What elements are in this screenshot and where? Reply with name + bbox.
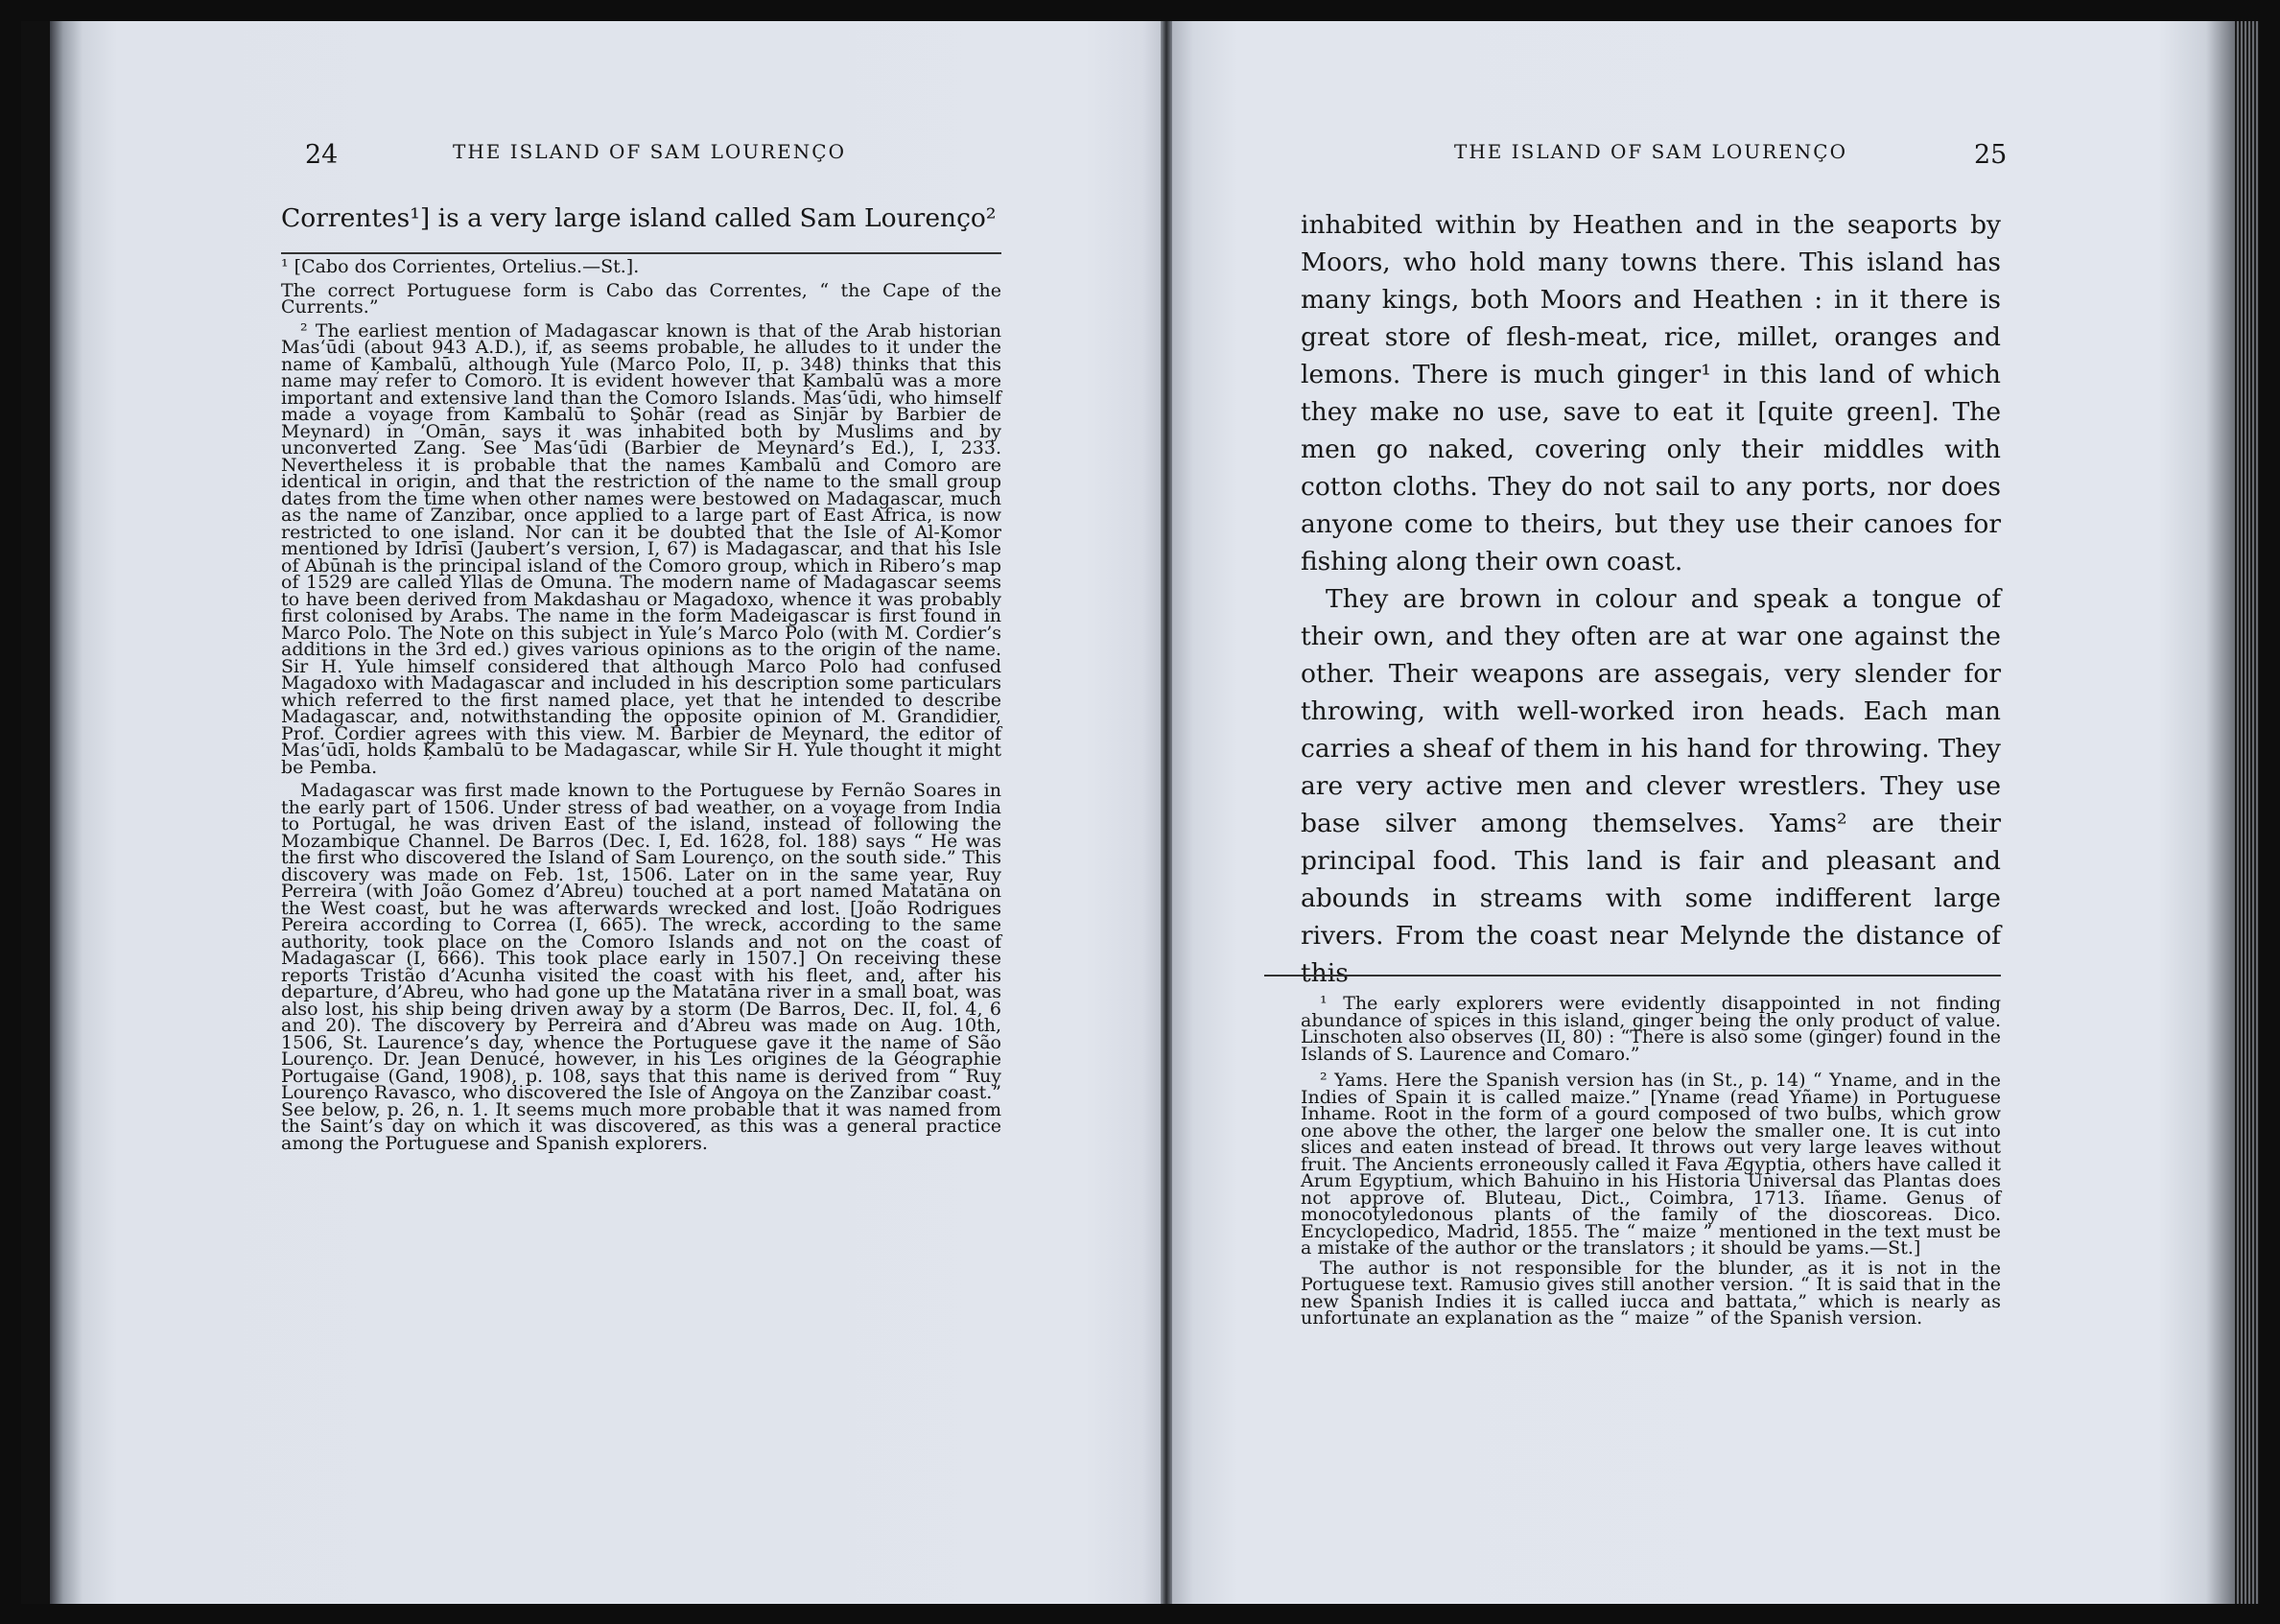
footnote-ginger: ¹ The early explorers were evidently disappointed in not finding abundance of spices in this island, ginger being the only product of value. Linschoten also observes (II, 80) : “There is also some (ginger) found in the Islands of S. Laurence and Comaro.”	[1301, 993, 2001, 1065]
footnote-1: ¹ [Cabo dos Corrientes, Ortelius.—St.].	[281, 256, 640, 277]
left-page-number: 24	[305, 140, 339, 170]
left-footnotes	[281, 256, 1001, 1159]
footnote-yams-continued: The author is not responsible for the blunder, as it is not in the Portuguese text. Ramusio gives still another version. “ It is said that in the new Spanish Indies it is called iucca and battata,” which is nearly as unfortunate an explanation as the “ maize ” of the Spanish version.	[1301, 1257, 2001, 1329]
left-running-head: THE ISLAND OF SAM LOURENÇO	[453, 140, 846, 163]
left-top-line: Correntes¹] is a very large island called Sam Lourenço²	[281, 203, 997, 233]
footnote-2: ² The earliest mention of Madagascar known is that of the Arab historian Mas‘ūdi (about 943 A.D.), if, as seems probable, he alludes to it under the name of Ķambalū, although Yule (Marco Polo, II, p. 348) thinks that this name may refer to Comoro. It is evident however that Ķambalū was a more important and extensive land than the Comoro Islands. Mas‘ūdi, who himself made a voyage from Kambalū to Şohār (read as Sinjār by Barbier de Meynard) in ‘Omān, says it was inhabited both by Muslims and by unconverted Zang. See Mas‘ūdi (Barbier de Meynard’s Ed.), I, 233. Nevertheless it is probable that the names Ķambalū and Comoro are identical in origin, and that the restriction of the name to the small group dates from the time when other names were bestowed on Madagascar, much as the name of Zanzibar, once applied to a large part of East Africa, is now restricted to one island. Nor can it be doubted that the Isle of Al-Ķomor mentioned by Idrīsī (Jaubert’s version, I, 67) is Madagascar, and that his Isle of Abūnah is the principal island of the Comoro group, which in Ribero’s map of 1529 are called Yllas de Omuna. The modern name of Madagascar seems to have been derived from Makdashau or Magadoxo, whence it was probably first colonised by Arabs. The name in the form Madeigascar is first found in Marco Polo. The Note on this subject in Yule’s Marco Polo (with M. Cordier’s additions in the 3rd ed.) gives various opinions as to the origin of the name. Sir H. Yule himself considered that although Marco Polo had confused Magadoxo with Madagascar and included in his description some particulars which referred to the first named place, yet that he intended to describe Madagascar, and, notwithstanding the opposite opinion of M. Grandidier, Prof. Cordier agrees with this view. M. Barbier de Meynard, the editor of Mas‘ūdī, holds Ķambalū to be Madagascar, while Sir H. Yule thought it might be Pemba.	[281, 319, 1001, 778]
page-edges	[2235, 21, 2259, 1604]
footnote-yams: ² Yams. Here the Spanish version has (in St., p. 14) “ Yname, and in the Indies of Spain it is called maize.” [Yname (read Yñame) in Portuguese Inhame. Root in the form of a gourd composed of two bulbs, which grow one above the other, the larger one below the smaller one. It is cut into slices and eaten instead of bread. It throws out very large leaves without fruit. The Ancients erroneously called it Fava Ægyptia, others have called it Arum Egyptium, which Bahuino in his Historia Universal das Plantas does not approve of. Bluteau, Dict., Coimbra, 1713. Iñame. Genus of monocotyledonous plants of the family of the dioscoreas. Dico. Encyclopedico, Madrid, 1855. The “ maize ” mentioned in the text must be a mistake of the author or the translators ; it should be yams.—St.]	[1301, 1070, 2001, 1259]
footnote-1-continued: The correct Portuguese form is Cabo das Correntes, “ the Cape of the Currents.”	[281, 279, 1001, 318]
right-footnote-rule	[1264, 975, 2001, 977]
right-footnotes	[1301, 993, 2001, 1337]
book-gutter	[1161, 21, 1172, 1604]
body-paragraph: inhabited within by Heathen and in the seaports by Moors, who hold many towns there. This island has many kings, both Moors and Heathen : in it there is great store of flesh-meat, rice, millet, oranges and lemons. There is much ginger¹ in this land of which they make no use, save to eat it [quite green]. The men go naked, covering only their middles with cotton cloths. They do not sail to any ports, nor does anyone come to theirs, but they use their canoes for fishing along their own coast.	[1301, 210, 2001, 577]
footnote-2-continued: Madagascar was first made known to the Portuguese by Fernão Soares in the early part of 1506. Under stress of bad weather, on a voyage from India to Portugal, he was driven East of the island, instead of following the Mozambique Channel. De Barros (Dec. I, Ed. 1628, fol. 188) says “ He was the first who discovered the Island of Sam Lourenço, on the south side.” This discovery was made on Feb. 1st, 1506. Later on in the same year, Ruy Perreira (with João Gomez d’Abreu) touched at a port named Matatāna on the West coast, but he was afterwards wrecked and lost. [João Rodrigues Pereira according to Correa (I, 665). The wreck, according to the same authority, took place on the Comoro Islands and not on the coast of Madagascar (I, 666). This took place early in 1507.] On receiving these reports Tristão d’Acunha visited the coast with his fleet, and, after his departure, d’Abreu, who had gone up the Matatāna river in a small boat, was also lost, his ship being driven away by a storm (De Barros, Dec. II, fol. 4, 6 and 20). The discovery by Perreira and d’Abreu was made on Aug. 10th, 1506, St. Laurence’s day, whence the Portuguese gave it the name of São Lourenço. Dr. Jean Denucé, however, in his Les origines de la Géographie Portugaise (Gand, 1908), p. 108, says that this name is derived from “ Ruy Lourenço Ravasco, who discovered the Isle of Angoya on the Zanzibar coast.” See below, p. 26, n. 1. It seems much more probable that it was named from the Saint’s day on which it was discovered, as this was a general practice among the Portuguese and Spanish explorers.	[281, 780, 1001, 1154]
body-paragraph: They are brown in colour and speak a tongue of their own, and they often are at war one against the other. Their weapons are assegais, very slender for throwing, with well-worked iron heads. Each man carries a sheaf of them in his hand for throwing. They are very active men and clever wrestlers. They use base silver among themselves. Yams² are their principal food. This land is fair and pleasant and abounds in streams with some indifferent large rivers. From the coast near Melynde the distance of this	[1301, 584, 2001, 988]
right-page-number: 25	[1974, 140, 2008, 170]
right-running-head: THE ISLAND OF SAM LOURENÇO	[1454, 140, 1847, 163]
left-footnote-rule	[281, 252, 1001, 254]
right-body-text	[1301, 206, 2001, 992]
